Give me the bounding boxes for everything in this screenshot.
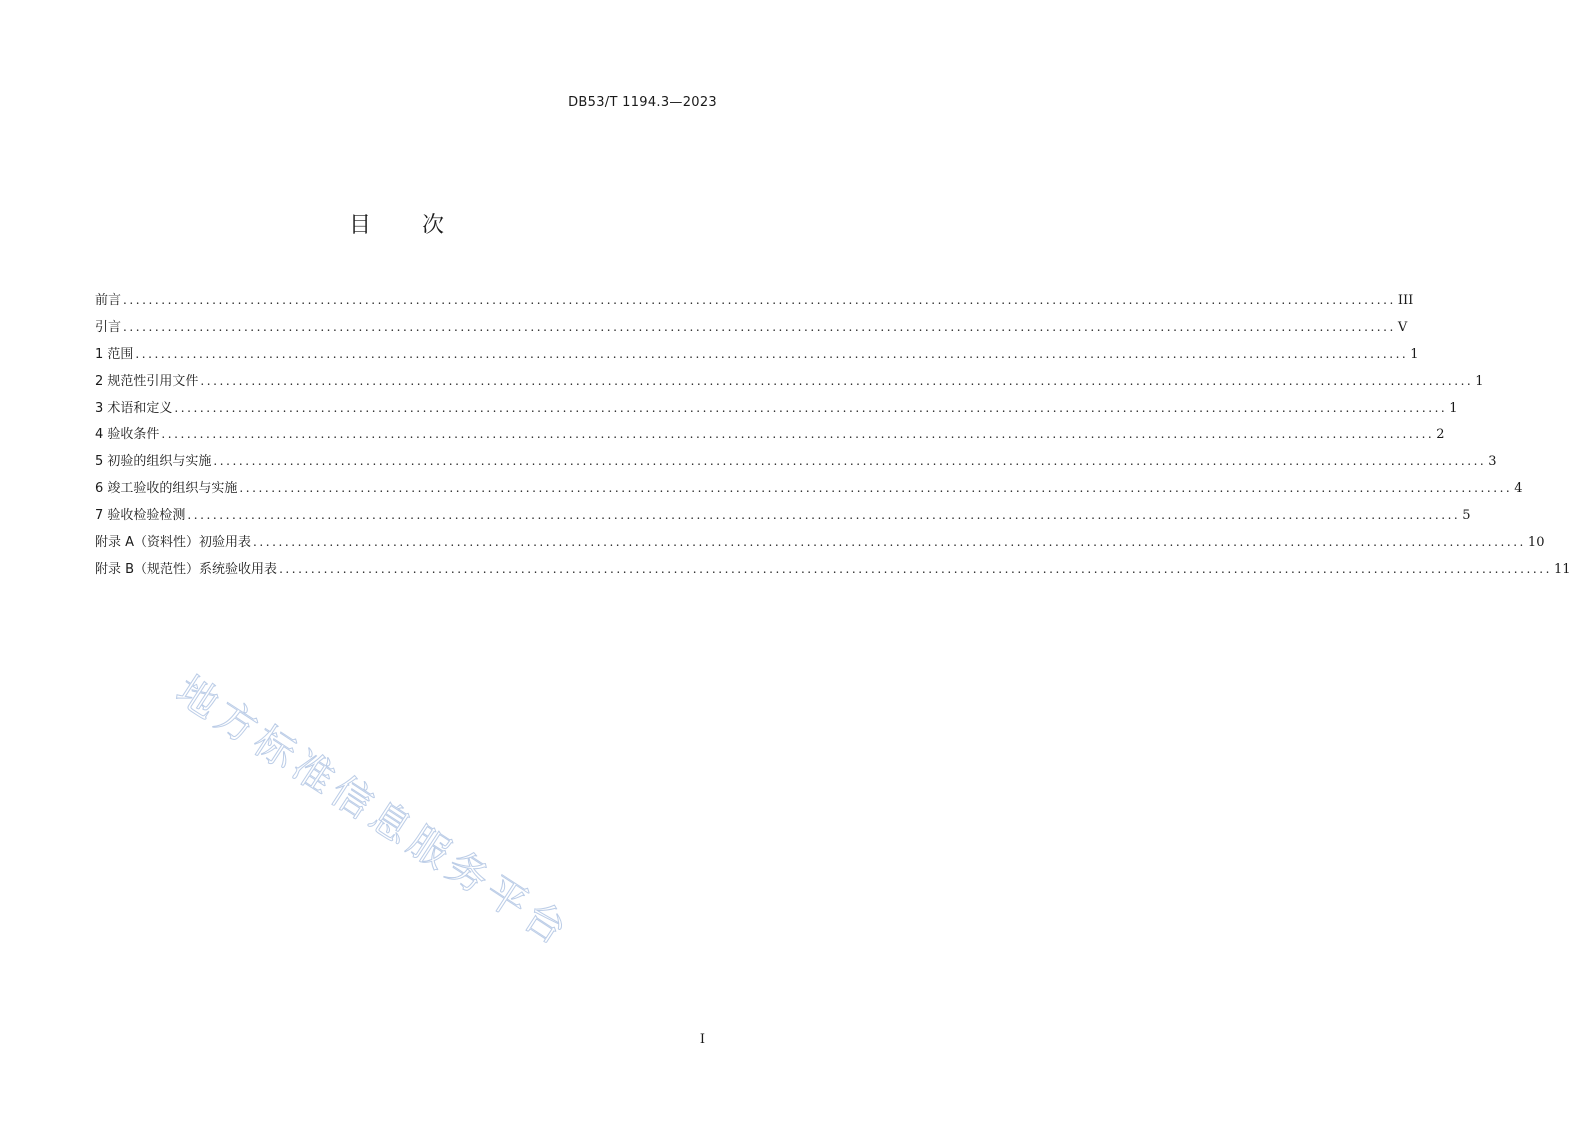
toc-entry-label: 6 竣工验收的组织与实施: [95, 481, 238, 497]
table-of-contents: [95, 287, 1571, 583]
toc-entry-label: 5 初验的组织与实施: [95, 454, 212, 470]
page-number: I: [699, 1032, 705, 1047]
toc-leader-dots: ........................................................................................................................................................................................................: [123, 293, 1396, 307]
toc-entry-appendix-b[interactable]: [95, 556, 1571, 583]
toc-leader-dots: ........................................................................................................................................................................................................: [253, 535, 1526, 550]
toc-entry-page: 1: [1410, 346, 1419, 362]
toc-entry-acceptance-conditions[interactable]: [95, 421, 1445, 448]
toc-entry-preliminary-acceptance[interactable]: [95, 448, 1497, 475]
toc-entry-normative-references[interactable]: [95, 368, 1484, 395]
watermark-text: 地方标准信息服务平台: [168, 667, 579, 957]
toc-entry-page: 1: [1475, 373, 1484, 389]
toc-entry-label: 附录 B（规范性）系统验收用表: [95, 561, 278, 577]
toc-leader-dots: ........................................................................................................................................................................................................: [135, 346, 1409, 361]
page-title: 目 次: [349, 213, 466, 238]
toc-entry-preface[interactable]: [95, 287, 1414, 314]
toc-entry-label: 1 范围: [95, 346, 134, 362]
toc-entry-page: 5: [1462, 508, 1471, 524]
toc-leader-dots: ........................................................................................................................................................................................................: [161, 427, 1435, 442]
toc-entry-terms-definitions[interactable]: [95, 395, 1458, 422]
toc-entry-final-acceptance[interactable]: [95, 475, 1523, 502]
toc-leader-dots: ........................................................................................................................................................................................................: [200, 373, 1474, 388]
toc-entry-page: 2: [1436, 427, 1445, 443]
toc-entry-page: 4: [1514, 481, 1523, 497]
toc-entry-label: 3 术语和定义: [95, 400, 173, 416]
toc-entry-label: 附录 A（资料性）初验用表: [95, 535, 252, 551]
toc-entry-introduction[interactable]: [95, 314, 1408, 341]
toc-entry-label: 前言: [95, 293, 122, 308]
toc-leader-dots: ........................................................................................................................................................................................................: [213, 454, 1487, 469]
toc-entry-acceptance-testing[interactable]: [95, 502, 1471, 529]
toc-entry-label: 引言: [95, 319, 122, 335]
toc-entry-appendix-a[interactable]: [95, 529, 1545, 556]
toc-leader-dots: ........................................................................................................................................................................................................: [123, 319, 1396, 334]
toc-leader-dots: ........................................................................................................................................................................................................: [279, 561, 1552, 576]
document-code: DB53/T 1194.3—2023: [568, 95, 717, 110]
toc-entry-page: 11: [1553, 561, 1571, 577]
toc-entry-page: III: [1397, 293, 1414, 308]
toc-entry-scope[interactable]: [95, 341, 1419, 368]
toc-leader-dots: ........................................................................................................................................................................................................: [187, 508, 1461, 523]
toc-entry-page: V: [1397, 319, 1408, 335]
toc-leader-dots: ........................................................................................................................................................................................................: [174, 400, 1448, 415]
toc-entry-page: 1: [1449, 400, 1458, 416]
toc-entry-page: 3: [1488, 454, 1497, 470]
toc-entry-label: 2 规范性引用文件: [95, 373, 199, 389]
toc-leader-dots: ........................................................................................................................................................................................................: [239, 481, 1513, 496]
toc-entry-page: 10: [1527, 535, 1545, 551]
toc-entry-label: 7 验收检验检测: [95, 508, 186, 524]
toc-entry-label: 4 验收条件: [95, 427, 160, 443]
